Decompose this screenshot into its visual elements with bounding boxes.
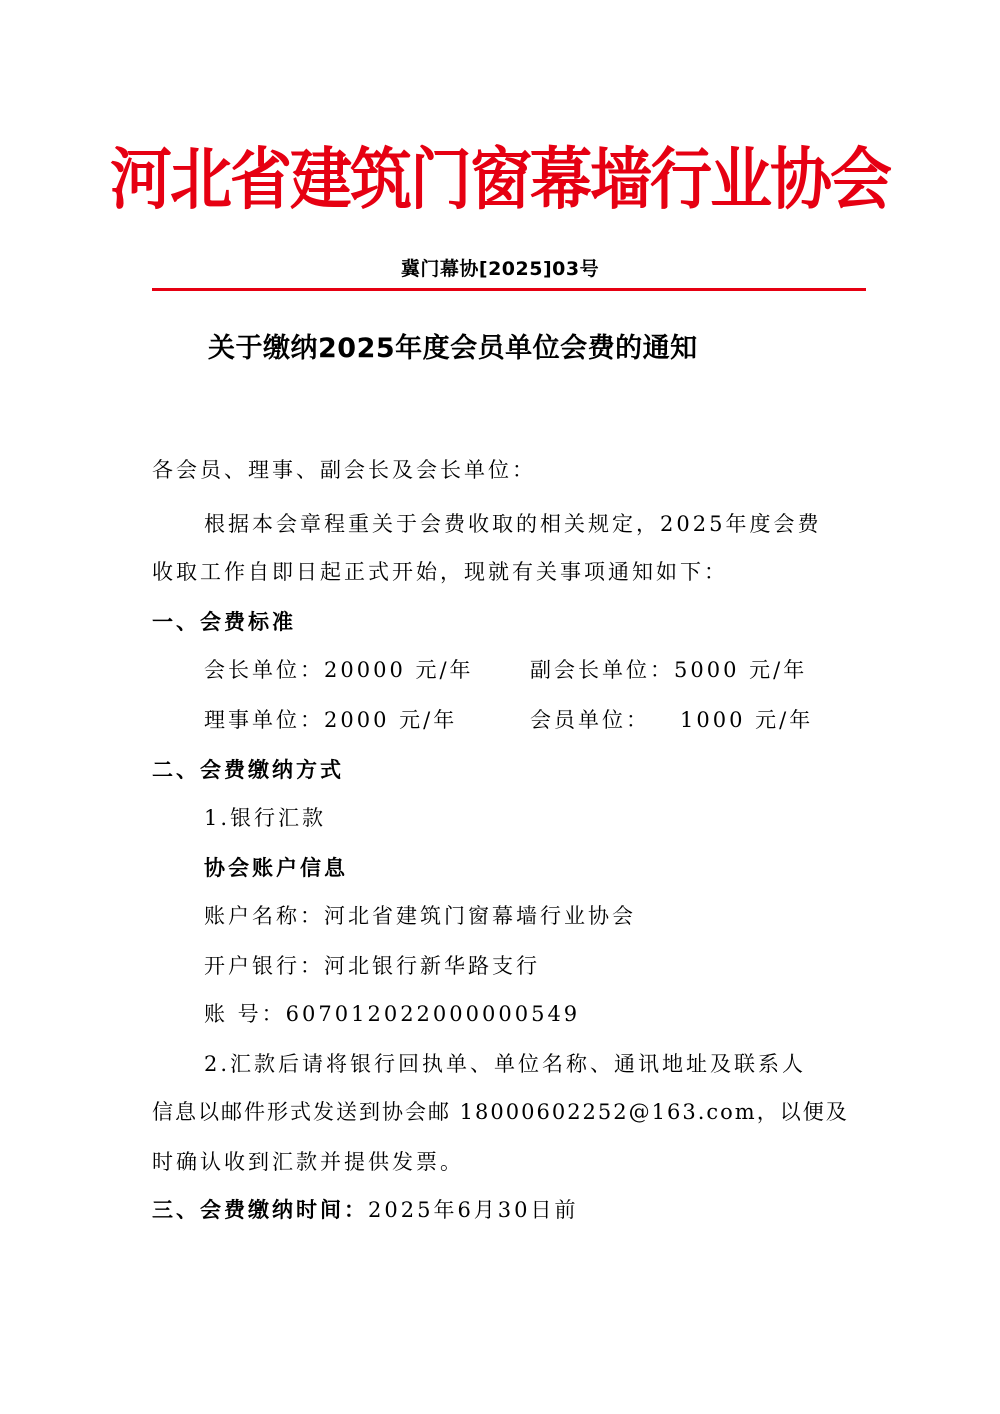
account-name: 账户名称：河北省建筑门窗幕墙行业协会	[204, 904, 636, 928]
intro-line-2: 收取工作自即日起正式开始，现就有关事项通知如下：	[152, 560, 728, 584]
section-3-row	[152, 1194, 579, 1224]
remittance-note-line-2: 信息以邮件形式发送到协会邮 18000602252@163.com，以便及	[152, 1100, 849, 1124]
intro-line-1: 根据本会章程重关于会费收取的相关规定，2025年度会费	[204, 512, 822, 536]
document-number: 冀门幕协[2025]03号	[400, 258, 600, 280]
account-number: 账 号：607012022000000549	[204, 1002, 581, 1026]
letterhead-red-rule	[152, 288, 866, 291]
fee-president: 会长单位：20000 元/年	[204, 658, 474, 682]
remittance-note-line-3: 时确认收到汇款并提供发票。	[152, 1150, 464, 1174]
account-info-heading: 协会账户信息	[204, 856, 348, 880]
fee-member-label: 会员单位：	[530, 708, 650, 732]
section-3-heading: 三、会费缴纳时间：	[152, 1198, 368, 1222]
bank-transfer-item: 1.银行汇款	[204, 806, 327, 830]
organization-letterhead: 河北省建筑门窗幕墙行业协会	[109, 140, 890, 219]
fee-member-value: 1000 元/年	[680, 708, 814, 732]
section-1-heading: 一、会费标准	[152, 610, 296, 634]
payment-deadline: 2025年6月30日前	[368, 1198, 579, 1222]
fee-director: 理事单位：2000 元/年	[204, 708, 458, 732]
salutation: 各会员、理事、副会长及会长单位：	[152, 458, 536, 482]
document-title: 关于缴纳2025年度会员单位会费的通知	[208, 333, 698, 364]
fee-vice-president: 副会长单位：5000 元/年	[530, 658, 808, 682]
bank-name: 开户银行：河北银行新华路支行	[204, 954, 540, 978]
section-2-heading: 二、会费缴纳方式	[152, 758, 344, 782]
remittance-note-line-1: 2.汇款后请将银行回执单、单位名称、通讯地址及联系人	[204, 1052, 807, 1076]
